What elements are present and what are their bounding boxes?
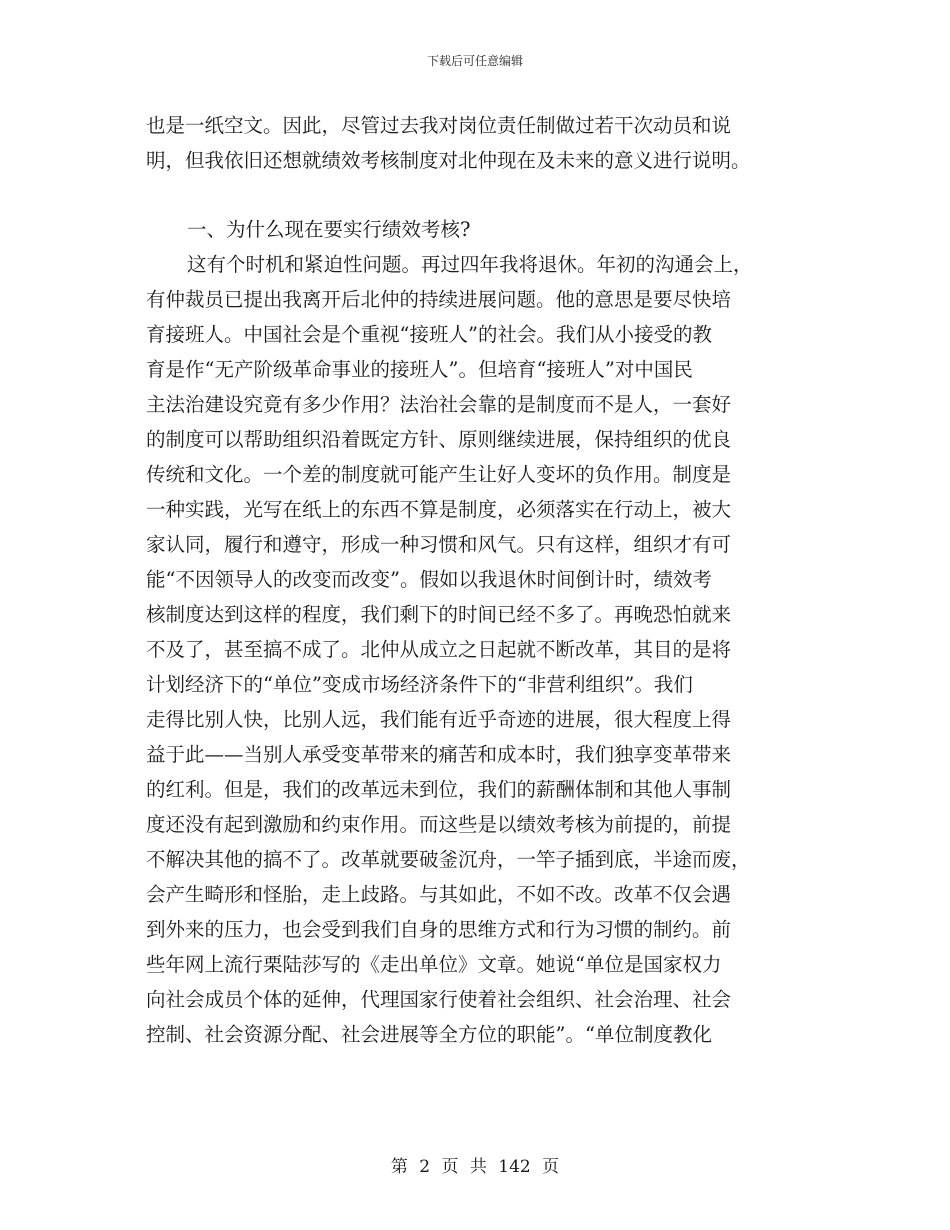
- footer-di: 第: [390, 1157, 408, 1177]
- text-line: 到外来的压力，也会受到我们自身的思维方式和行为习惯的制约。前: [146, 918, 732, 941]
- text-line: 传统和文化。一个差的制度就可能产生让好人变坏的负作用。制度是: [146, 463, 732, 486]
- footer-ye: 页: [542, 1157, 560, 1177]
- footer-gong: 共: [469, 1157, 487, 1177]
- text-line: 有仲裁员已提出我离开后北仲的持续进展问题。他的意思是要尽快培: [146, 288, 732, 311]
- text-line: 会产生畸形和怪胎，走上歧路。与其如此，不如不改。改革不仅会遇: [146, 883, 732, 906]
- text-line: 走得比别人快，比别人远，我们能有近乎奇迹的进展，很大程度上得: [146, 708, 732, 731]
- text-line: 控制、社会资源分配、社会进展等全方位的职能”。“单位制度教化: [146, 1023, 712, 1046]
- text-line: 益于此——当别人承受变革带来的痛苦和成本时，我们独享变革带来: [146, 743, 732, 766]
- footer-ye: 页: [441, 1157, 459, 1177]
- text-line: 度还没有起到激励和约束作用。而这些是以绩效考核为前提的，前提: [146, 813, 732, 836]
- text-line: 也是一纸空文。因此，尽管过去我对岗位责任制做过若干次动员和说: [146, 114, 732, 137]
- text-line: 不解决其他的搞不了。改革就要破釜沉舟，一竿子插到底，半途而废，: [146, 848, 751, 871]
- text-line: 这有个时机和紧迫性问题。再过四年我将退休。年初的沟通会上，: [187, 253, 753, 276]
- current-page-number: 2: [419, 1157, 431, 1177]
- text-line: 向社会成员个体的延伸，代理国家行使着社会组织、社会治理、社会: [146, 988, 732, 1011]
- text-line: 家认同，履行和遵守，形成一种习惯和风气。只有这样，组织才有可: [146, 533, 732, 556]
- text-line: 不及了，甚至搞不成了。北仲从成立之日起就不断改革，其目的是将: [146, 638, 732, 661]
- total-page-count: 142: [498, 1157, 531, 1177]
- page-footer: [0, 1156, 950, 1178]
- text-line: 核制度达到这样的程度，我们剩下的时间已经不多了。再晚恐怕就来: [146, 603, 732, 626]
- paragraph-gap: [146, 178, 806, 212]
- text-line: 能“不因领导人的改变而改变”。假如以我退休时间倒计时，绩效考: [146, 568, 712, 591]
- text-line: 的红利。但是，我们的改革远未到位，我们的薪酬体制和其他人事制: [146, 778, 732, 801]
- text-line: 主法治建设究竟有多少作用？法治社会靠的是制度而不是人，一套好: [146, 393, 732, 416]
- text-line: 明，但我依旧还想就绩效考核制度对北仲现在及未来的意义进行说明。: [146, 149, 751, 172]
- section-heading: 一、为什么现在要实行绩效考核?: [187, 218, 471, 241]
- text-line: 育是作“无产阶级革命事业的接班人”。但培育“接班人”对中国民: [146, 358, 693, 381]
- text-line: 一种实践，光写在纸上的东西不算是制度，必须落实在行动上，被大: [146, 498, 732, 521]
- page-header: 下载后可任意编辑: [426, 54, 523, 68]
- document-body: [146, 108, 806, 1052]
- text-line: 的制度可以帮助组织沿着既定方针、原则继续进展，保持组织的优良: [146, 428, 732, 451]
- text-line: 些年网上流行栗陆莎写的《走出单位》文章。她说“单位是国家权力: [146, 953, 722, 976]
- text-line: 计划经济下的“单位”变成市场经济条件下的“非营利组织”。我们: [146, 673, 693, 696]
- text-line: 育接班人。中国社会是个重视“接班人”的社会。我们从小接受的教: [146, 323, 712, 346]
